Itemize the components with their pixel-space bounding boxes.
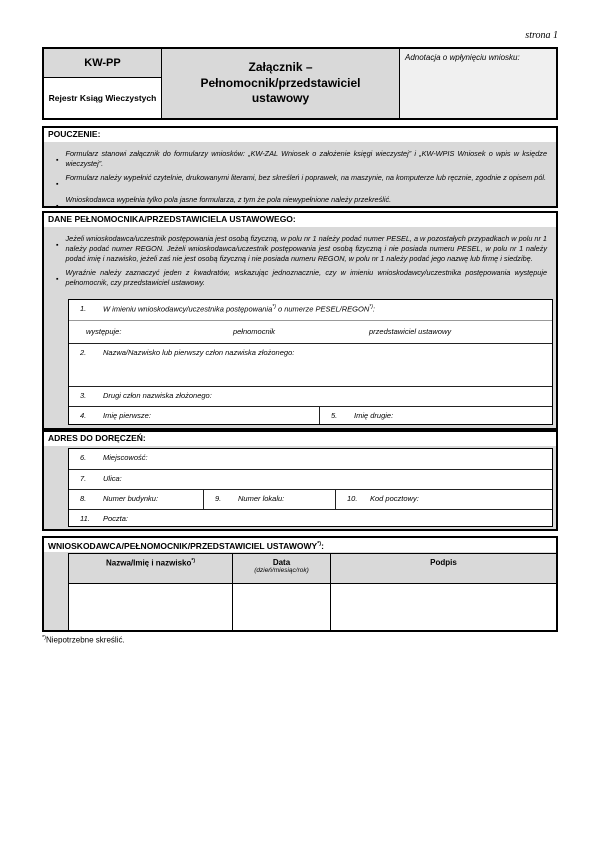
field-10-label: Kod pocztowy: (370, 494, 419, 503)
form-header (42, 47, 558, 120)
field-row-11 (69, 509, 552, 526)
field-number: 5. (331, 411, 338, 420)
field-row-8-9-10 (69, 489, 552, 509)
field-number: 6. (80, 453, 87, 462)
field-number: 11. (80, 514, 90, 523)
square-bullet-icon (56, 195, 58, 208)
signature-table-header (69, 554, 556, 584)
field-10-cell (336, 490, 552, 509)
field-7-input[interactable] (126, 470, 552, 489)
field-4-label: Imię pierwsze: (103, 411, 151, 420)
field-6-input[interactable] (152, 449, 552, 469)
field-9-label: Numer lokalu: (238, 494, 285, 503)
bullet-item: ▪ Wnioskodawca wypełnia tylko pola jasne formularza, z tym że pola niewypełnione należy przekreślić. (56, 195, 547, 208)
registry-name: Rejestr Ksiąg Wieczystych (44, 78, 161, 118)
square-bullet-icon (56, 268, 58, 288)
field-row-2 (69, 343, 552, 386)
field-row-6 (69, 449, 552, 469)
square-bullet-icon (56, 173, 58, 191)
annotation-box[interactable] (400, 49, 556, 118)
field-8-input[interactable] (162, 490, 203, 509)
adres-fields (68, 448, 553, 527)
page-number: strona 1 (525, 30, 558, 41)
field-number: 9. (215, 494, 222, 503)
date-input-cell[interactable] (233, 584, 331, 630)
pouczenie-bullets (44, 142, 556, 208)
dane-heading: DANE PEŁNOMOCNIKA/PRZEDSTAWICIELA USTAWOWEGO: (44, 213, 556, 227)
field-11-input[interactable] (132, 510, 552, 526)
section-pouczenie (42, 126, 558, 208)
field-9-input[interactable] (288, 490, 335, 509)
field-9-cell (204, 490, 336, 509)
field-number: 4. (80, 411, 87, 420)
representative-type-row (69, 320, 552, 343)
field-number: 7. (80, 474, 87, 483)
field-2-label: Nazwa/Nazwisko lub pierwszy człon nazwiska złożonego: (103, 348, 295, 357)
field-row-1 (69, 300, 552, 320)
wystepuje-label: występuje: (86, 327, 122, 336)
name-input-cell[interactable] (69, 584, 233, 630)
field-number: 3. (80, 391, 87, 400)
field-5-input[interactable] (397, 407, 552, 424)
field-8-cell (69, 490, 204, 509)
field-7-label: Ulica: (103, 474, 122, 483)
section-wnioskodawca (42, 536, 558, 632)
form-code: KW-PP (44, 49, 161, 78)
option-przedstawiciel-ustawowy[interactable]: przedstawiciel ustawowy (369, 327, 452, 336)
field-number: 10. (347, 494, 358, 503)
form-title: Załącznik – Pełnomocnik/przedstawiciel ustawowy (162, 49, 400, 118)
column-header-date: Data (dzień/miesiąc/rok) (233, 554, 331, 583)
footnote: *)Niepotrzebne skreślić. (42, 635, 125, 645)
field-1-label: W imieniu wnioskodawcy/uczestnika postępowania*) o numerze PESEL/REGON*): (103, 304, 375, 314)
field-4-input[interactable] (155, 407, 319, 424)
field-number: 8. (80, 494, 87, 503)
field-5-label: Imię drugie: (354, 411, 394, 420)
section-adres (42, 430, 558, 531)
field-row-3 (69, 386, 552, 406)
dane-fields (68, 299, 553, 425)
field-11-label: Poczta: (103, 514, 129, 523)
bullet-item: ▪ Wyraźnie należy zaznaczyć jeden z kwadratów, wskazując jednoznacznie, czy w imieniu wnioskodawcy/uczestnika postępowania występuje pełnomocnik, czy przedstawiciel ustawowy. (56, 268, 547, 288)
field-1-input[interactable] (379, 300, 552, 320)
column-header-podpis: Podpis (430, 558, 457, 567)
section-dane-pelnomocnika (42, 211, 558, 430)
column-header-name: Nazwa/Imię i nazwisko*) (69, 554, 233, 583)
bullet-item: ▪ Formularz stanowi załącznik do formularzy wniosków: „KW-ZAL Wniosek o założenie księgi wieczystej” i „KW-WPIS Wniosek o wpis w księdze wieczystej”. (56, 149, 547, 169)
adres-heading: ADRES DO DORĘCZEŃ: (44, 432, 556, 446)
wnioskodawca-heading: WNIOSKODAWCA/PEŁNOMOCNIK/PRZEDSTAWICIEL USTAWOWY*): (44, 538, 556, 552)
field-6-label: Miejscowość: (103, 453, 148, 462)
field-3-label: Drugi człon nazwiska złożonego: (103, 391, 212, 400)
field-8-label: Numer budynku: (103, 494, 159, 503)
field-5-cell (320, 407, 552, 424)
form-code-column (44, 49, 162, 118)
field-10-input[interactable] (423, 490, 552, 509)
field-3-input[interactable] (216, 387, 552, 406)
field-4-cell (69, 407, 320, 424)
dane-bullets (44, 227, 556, 288)
square-bullet-icon (56, 149, 58, 169)
signature-table-row (69, 584, 556, 630)
option-pelnomocnik[interactable]: pełnomocnik (232, 327, 276, 336)
square-bullet-icon (56, 234, 58, 264)
field-row-7 (69, 469, 552, 489)
field-row-4-5 (69, 406, 552, 424)
bullet-item: ▪ Jeżeli wnioskodawca/uczestnik postępowania jest osobą fizyczną, w polu nr 1 należy podać numer PESEL, a w pozostałych przypadkach w polu nr 1 należy podać numer REGON. Jeżeli wnioskodawca/uczestnik postępowania jest osobą fizyczną i nie posiada numeru PESEL, w polu nr 1 należy podać imię i nazwisko, jeżeli zaś nie jest osobą fizyczną i nie posiada numeru REGON, w polu nr 1 należy podać jego nazwę lub firmę i siedzibę. (56, 234, 547, 264)
annotation-label: Adnotacja o wpłynięciu wniosku: (405, 53, 520, 62)
bullet-item: ▪ Formularz należy wypełnić czytelnie, drukowanymi literami, bez skreśleń i poprawek, na maszynie, na komputerze lub ręcznie, zgodnie z opisem pól. (56, 173, 547, 191)
signature-table (68, 553, 556, 630)
field-2-input[interactable] (298, 344, 552, 386)
pouczenie-heading: POUCZENIE: (44, 128, 556, 142)
signature-input-cell[interactable] (331, 584, 556, 630)
field-number: 2. (80, 348, 87, 357)
field-number: 1. (80, 304, 87, 313)
